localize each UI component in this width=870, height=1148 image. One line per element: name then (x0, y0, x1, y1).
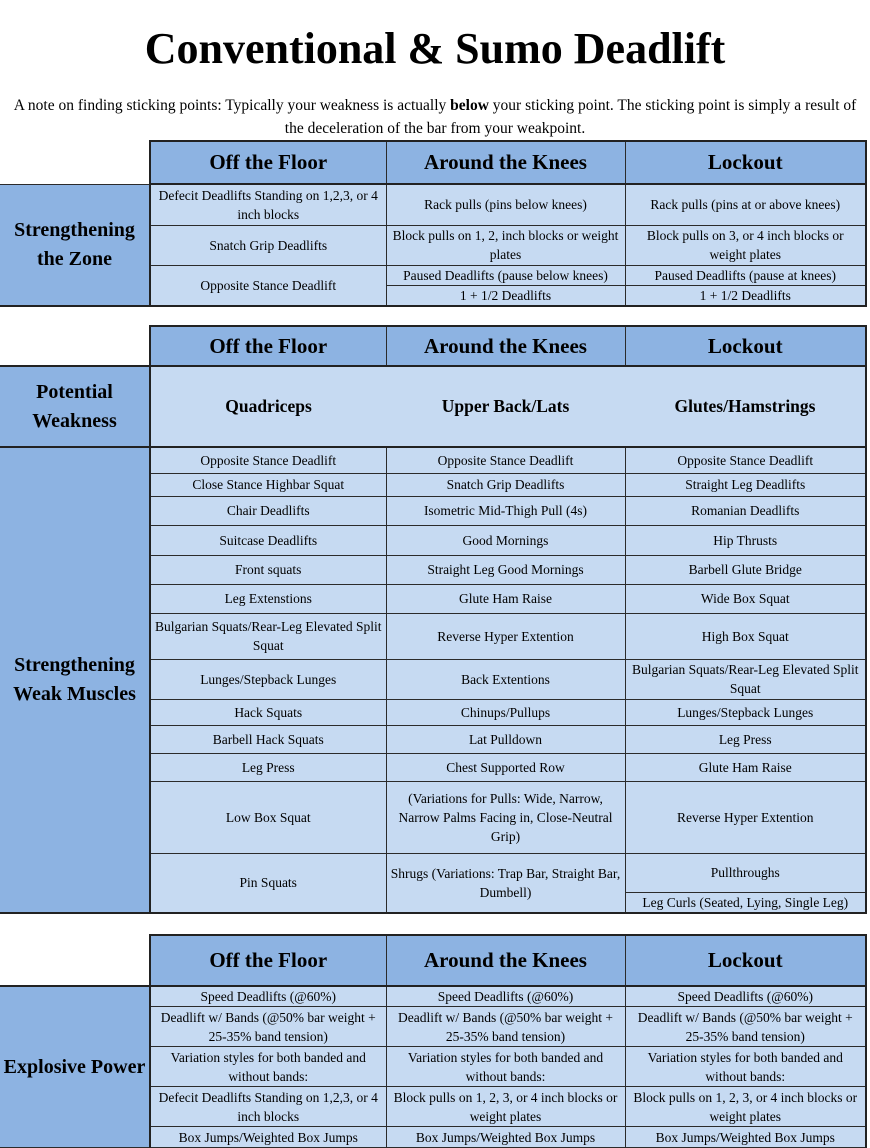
cell: Hip Thrusts (625, 525, 866, 555)
cell: Defecit Deadlifts Standing on 1,2,3, or 4 inch blocks (150, 1087, 386, 1127)
cell: 1 + 1/2 Deadlifts (625, 285, 866, 306)
table-row (0, 986, 866, 1007)
cell: Low Box Squat (150, 781, 386, 853)
weakness-glutes: Glutes/Hamstrings (625, 366, 866, 447)
cell: Defecit Deadlifts Standing on 1,2,3, or 4 inch blocks (150, 184, 386, 225)
cell: Front squats (150, 555, 386, 584)
section-label-explosive-power: Explosive Power (0, 986, 150, 1148)
cell: Glute Ham Raise (386, 584, 625, 613)
cell: Back Extentions (386, 659, 625, 699)
cell: Opposite Stance Deadlift (625, 447, 866, 473)
explosive-power-table (0, 934, 867, 1148)
cell: Leg Curls (Seated, Lying, Single Leg) (625, 892, 866, 913)
cell: Close Stance Highbar Squat (150, 473, 386, 496)
cell: Snatch Grip Deadlifts (150, 225, 386, 265)
col-header-floor: Off the Floor (150, 326, 386, 366)
cell: Glute Ham Raise (625, 753, 866, 781)
cell: Shrugs (Variations: Trap Bar, Straight Bar, Dumbell) (386, 853, 625, 913)
cell: Barbell Hack Squats (150, 725, 386, 753)
cell: Box Jumps/Weighted Box Jumps (625, 1127, 866, 1148)
cell: (Variations for Pulls: Wide, Narrow, Narrow Palms Facing in, Close-Neutral Grip) (386, 781, 625, 853)
weak-muscles-table (0, 325, 867, 914)
cell: Opposite Stance Deadlift (150, 265, 386, 306)
cell: Lunges/Stepback Lunges (625, 699, 866, 725)
col-header-lockout: Lockout (625, 141, 866, 184)
col-header-knees: Around the Knees (386, 141, 625, 184)
cell: Paused Deadlifts (pause at knees) (625, 265, 866, 285)
cell: Deadlift w/ Bands (@50% bar weight + 25-35% band tension) (150, 1007, 386, 1047)
col-header-knees: Around the Knees (386, 326, 625, 366)
cell: Suitcase Deadlifts (150, 525, 386, 555)
cell: Box Jumps/Weighted Box Jumps (386, 1127, 625, 1148)
cell: Snatch Grip Deadlifts (386, 473, 625, 496)
cell: Leg Press (625, 725, 866, 753)
cell: Deadlift w/ Bands (@50% bar weight + 25-35% band tension) (625, 1007, 866, 1047)
cell: Block pulls on 3, or 4 inch blocks or weight plates (625, 225, 866, 265)
cell: Opposite Stance Deadlift (150, 447, 386, 473)
col-header-floor: Off the Floor (150, 935, 386, 986)
header-row (0, 326, 866, 366)
weakness-quadriceps: Quadriceps (150, 366, 386, 447)
cell: Straight Leg Good Mornings (386, 555, 625, 584)
cell: Deadlift w/ Bands (@50% bar weight + 25-35% band tension) (386, 1007, 625, 1047)
cell: Romanian Deadlifts (625, 496, 866, 525)
cell: Paused Deadlifts (pause below knees) (386, 265, 625, 285)
table-row (0, 184, 866, 225)
cell: Pin Squats (150, 853, 386, 913)
header-row (0, 141, 866, 184)
cell: Variation styles for both banded and without bands: (625, 1047, 866, 1087)
cell: Chinups/Pullups (386, 699, 625, 725)
cell: High Box Squat (625, 613, 866, 659)
cell: Rack pulls (pins below knees) (386, 184, 625, 225)
strengthening-zone-table (0, 140, 867, 307)
cell: Pullthroughs (625, 853, 866, 892)
cell: Speed Deadlifts (@60%) (150, 986, 386, 1007)
col-header-lockout: Lockout (625, 326, 866, 366)
cell: Bulgarian Squats/Rear-Leg Elevated Split Squat (625, 659, 866, 699)
corner-blank (0, 326, 150, 366)
cell: Speed Deadlifts (@60%) (625, 986, 866, 1007)
col-header-knees: Around the Knees (386, 935, 625, 986)
cell: Chest Supported Row (386, 753, 625, 781)
table-row (0, 447, 866, 473)
cell: Variation styles for both banded and without bands: (386, 1047, 625, 1087)
col-header-lockout: Lockout (625, 935, 866, 986)
note-emphasis: below (450, 97, 489, 114)
cell: Wide Box Squat (625, 584, 866, 613)
section-label-weak-muscles: Strengthening Weak Muscles (0, 447, 150, 913)
weakness-upper-back: Upper Back/Lats (386, 366, 625, 447)
cell: Block pulls on 1, 2, 3, or 4 inch blocks or weight plates (386, 1087, 625, 1127)
header-row (0, 935, 866, 986)
section-label-potential-weakness: Potential Weakness (0, 366, 150, 447)
corner-blank (0, 141, 150, 184)
cell: Isometric Mid-Thigh Pull (4s) (386, 496, 625, 525)
col-header-floor: Off the Floor (150, 141, 386, 184)
cell: Variation styles for both banded and without bands: (150, 1047, 386, 1087)
corner-blank (0, 935, 150, 986)
cell: Rack pulls (pins at or above knees) (625, 184, 866, 225)
note-text-start: A note on finding sticking points: Typically your weakness is actually (13, 97, 451, 114)
cell: Good Mornings (386, 525, 625, 555)
section-label-strengthening-zone: Strengthening the Zone (0, 184, 150, 306)
sticking-point-note (6, 94, 864, 140)
cell: Block pulls on 1, 2, inch blocks or weight plates (386, 225, 625, 265)
cell: Chair Deadlifts (150, 496, 386, 525)
cell: Reverse Hyper Extention (386, 613, 625, 659)
weakness-row (0, 366, 866, 447)
cell: Barbell Glute Bridge (625, 555, 866, 584)
cell: Straight Leg Deadlifts (625, 473, 866, 496)
cell: Hack Squats (150, 699, 386, 725)
page-title: Conventional & Sumo Deadlift (144, 24, 726, 73)
cell: Bulgarian Squats/Rear-Leg Elevated Split Squat (150, 613, 386, 659)
cell: 1 + 1/2 Deadlifts (386, 285, 625, 306)
cell: Speed Deadlifts (@60%) (386, 986, 625, 1007)
note-text-end: your sticking point. The sticking point is simply a result of the deceleration of the bar from your weakpoint. (284, 97, 857, 137)
cell: Reverse Hyper Extention (625, 781, 866, 853)
cell: Lunges/Stepback Lunges (150, 659, 386, 699)
cell: Block pulls on 1, 2, 3, or 4 inch blocks or weight plates (625, 1087, 866, 1127)
cell: Leg Press (150, 753, 386, 781)
cell: Lat Pulldown (386, 725, 625, 753)
cell: Opposite Stance Deadlift (386, 447, 625, 473)
cell: Leg Extenstions (150, 584, 386, 613)
cell: Box Jumps/Weighted Box Jumps (150, 1127, 386, 1148)
